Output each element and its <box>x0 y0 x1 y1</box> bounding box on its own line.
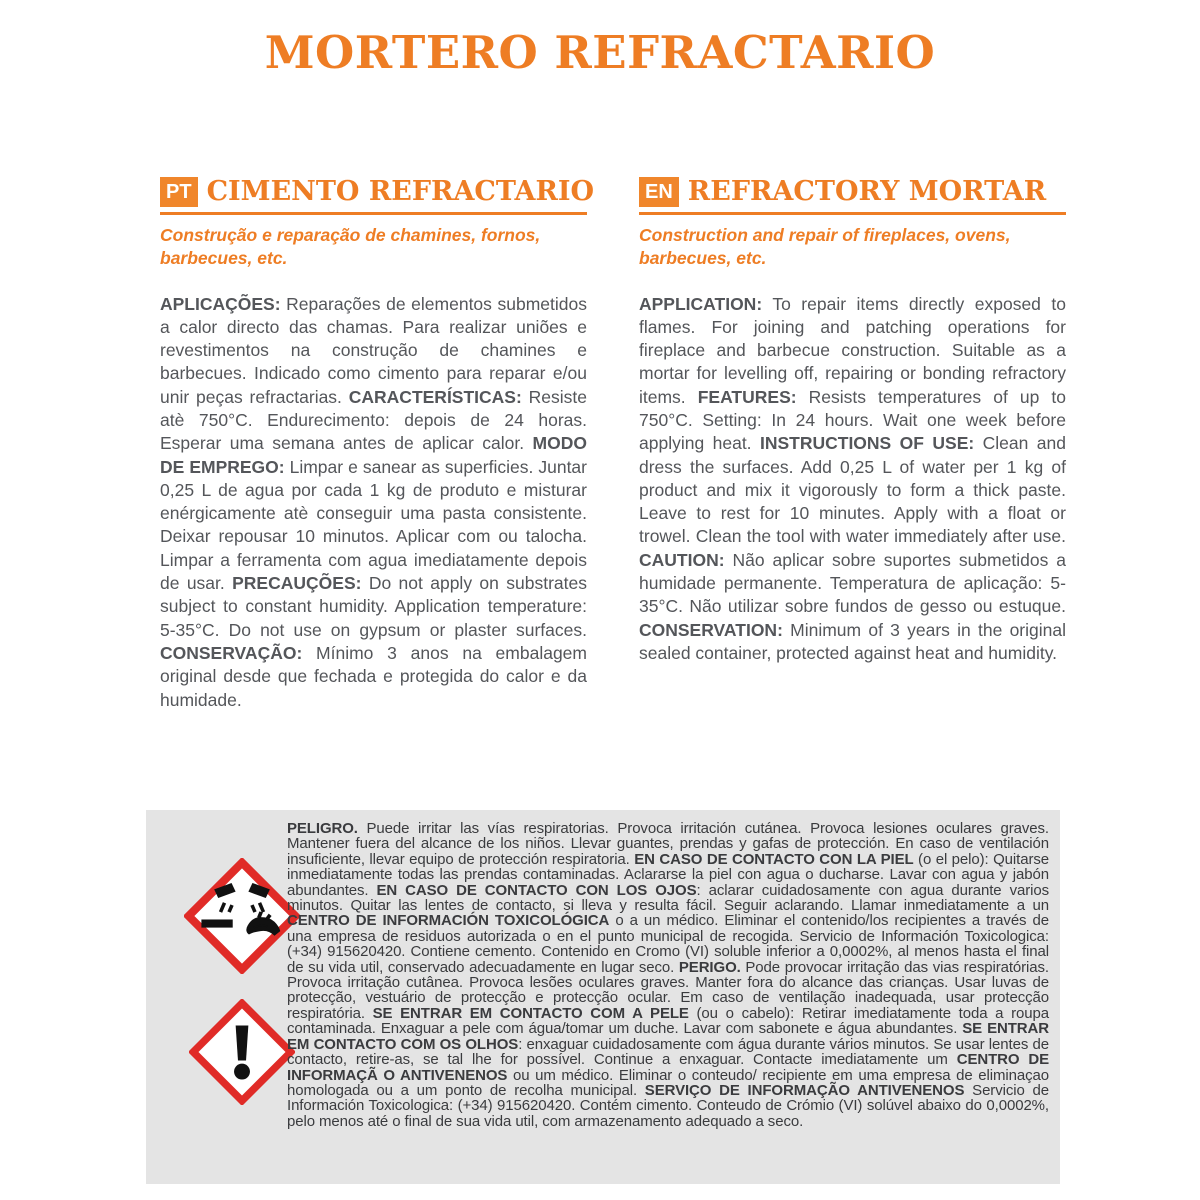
page-title: MORTERO REFRACTARIO <box>264 26 936 79</box>
hazard-warning-text: PELIGRO. Puede irritar las vías respiratorias. Provoca irritación cutánea. Provoca lesiones oculares graves. Mantener fuera del alcance de los niños. Llevar guantes, prendas y gafas de protección. En caso de ventilación insuficiente, llevar equipo de protección respiratoria. EN CASO DE CONTACTO CON LA PIEL (o el pelo): Quitarse inmediatamente todas las prendas contaminadas. Aclararse la piel con agua o ducharse. Lavar con agua y jabón abundantes. EN CASO DE CONTACTO CON LOS OJOS: aclarar cuidadosamente con agua durante varios minutos. Quitar las lentes de contacto, si lleva y resulta fácil. Seguir aclarando. Llamar inmediatamente a un CENTRO DE INFORMACIÓN TOXICOLÓGICA o a un médico. Eliminar el contenido/los recipientes a través de una empresa de residuos autorizada o en el punto municipal de recogida. Servicio de Información Toxicologica: (+34) 915620420. Contiene cemento. Contenido en Cromo (VI) soluble inferior a 0,0002%, al menos hasta el final de su vida util, conservado adecuadamente en lugar seco. PERIGO. Pode provocar irritação das vias respiratórias. Provoca irritação cutânea. Provoca lesões oculares graves. Manter fora do alcance das crianças. Usar luvas de protecção, vestuário de protecção e protecção ocular. Em caso de ventilação inadequada, usar protecção respiratória. SE ENTRAR EM CONTACTO COM A PELE (ou o cabelo): Retirar imediatamente toda a roupa contaminada. Enxaguar a pele com água/tomar um duche. Lavar com sabonete e água abundantes. SE ENTRAR EM CONTACTO COM OS OLHOS: enxaguar cuidadosamente com água durante vários minutos. Se usar lentes de contacto, retire-as, se tal lhe for possível. Continue a enxaguar. Contacte imediatamente um CENTRO DE INFORMAÇÃ O ANTIVENENOS ou um médico. Eliminar o conteudo/ recipiente em uma empresa de eliminaçao homologada ou a um ponto de recolha municipal. SERVIÇO DE INFORMAÇÃO ANTIVENENOS Servicio de Información Toxicologica: (+34) 915620420. Contém cimento. Conteudo de Crómio (VI) solúvel abaixo do 0,0002%, pelo menos até o final de sua vida util, com armazenamento adequado a seco. <box>287 820 1050 1130</box>
column-pt-heading: CIMENTO REFRACTARIO <box>206 176 595 207</box>
column-pt-subtitle: Construção e reparação de chamines, fornos, barbecues, etc. <box>160 225 541 268</box>
column-pt-body-text: APLICAÇÕES: Reparações de elementos submetidos a calor directo das chamas. Para realizar uniões e revestimentos na construção de chamines e barbecues. Indicado como cimento para reparar e/ou unir peças refractarias. CARACTERÍSTICAS: Resiste atè 750°C. Endurecimento: depois de 24 horas. Esperar uma semana antes de aplicar calor. MODO DE EMPREGO: Limpar e sanear as superficies. Juntar 0,25 L de agua por cada 1 kg de produto e misturar enérgicamente atè conseguir uma pasta consistente. Deixar repousar 10 minutos. Aplicar com ou talocha. Limpar a ferramenta com agua imediatamente depois de usar. PRECAUÇÕES: Do not apply on substrates subject to constant humidity. Application temperature: 5-35°C. Do not use on gypsum or plaster surfaces. CONSERVAÇÃO: Mínimo 3 anos na embalagem original desde que fechada e protegida do calor e da humidade. <box>160 293 587 710</box>
language-badge-pt: PT <box>160 177 198 207</box>
hazard-warning-box <box>146 810 1060 1184</box>
column-en <box>639 176 1066 712</box>
column-en-header <box>639 176 1066 215</box>
language-columns <box>160 176 1066 712</box>
column-pt <box>160 176 595 712</box>
ghs07-exclamation-icon <box>189 999 295 1105</box>
language-badge-en: EN <box>639 177 679 207</box>
ghs05-corrosive-icon <box>184 858 300 974</box>
column-pt-header <box>160 176 595 215</box>
column-en-heading: REFRACTORY MORTAR <box>687 176 1047 207</box>
column-en-subtitle: Construction and repair of fireplaces, ovens, barbecues, etc. <box>639 225 1011 268</box>
column-en-body-text: APPLICATION: To repair items directly exposed to flames. For joining and patching operations for fireplace and barbecue construction. Suitable as a mortar for levelling off, repairing or bonding refractory items. FEATURES: Resists temperatures of up to 750°C. Setting: In 24 hours. Wait one week before applying heat. INSTRUCTIONS OF USE: Clean and dress the surfaces. Add 0,25 L of water per 1 kg of product and mix it vigorously to form a thick paste. Leave to rest for 10 minutes. Apply with a float or trowel. Clean the tool with water immediately after use. CAUTION: Não aplicar sobre suportes submetidos a humidade permanente. Temperatura de aplicação: 5-35°C. Não utilizar sobre fundos de gesso ou estuque. CONSERVATION: Minimum of 3 years in the original sealed container, protected against heat and humidity. <box>639 293 1067 663</box>
